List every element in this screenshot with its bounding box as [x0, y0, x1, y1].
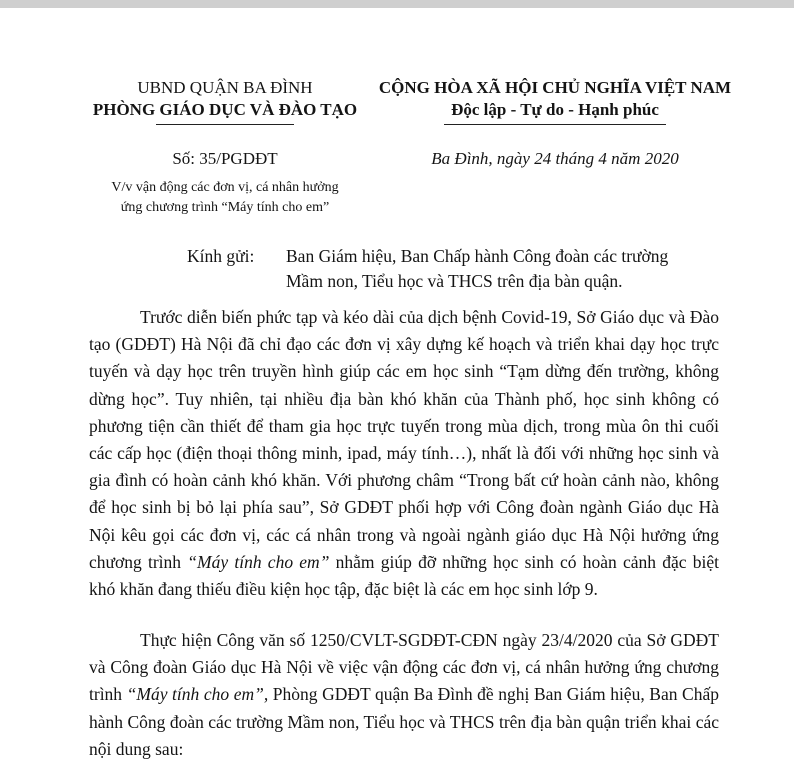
body-paragraph-2 [89, 627, 719, 763]
recipient-line-1: Ban Giám hiệu, Ban Chấp hành Công đoàn các trường [286, 246, 669, 266]
p2-text-b: Phòng GDĐT quận Ba Đình đề nghị Ban Giám hiệu, Ban Chấp hành Công đoàn các trường Mầm non, Tiểu học và THCS trên địa bàn quận triển khai các nội dung sau: [89, 684, 719, 759]
document-date: Ba Đình, ngày 24 tháng 4 năm 2020 [431, 149, 679, 168]
issuer-header [60, 77, 390, 125]
motto: Độc lập - Tự do - Hạnh phúc [451, 100, 659, 119]
body-paragraph-1 [89, 304, 719, 603]
document-number: Số: 35/PGDĐT [172, 149, 278, 168]
motto-underline [444, 124, 666, 125]
document-subject [60, 178, 390, 218]
window-top-strip [0, 0, 794, 8]
recipient-label: Kính gửi: [187, 246, 255, 266]
district-name: UBND QUẬN BA ĐÌNH [137, 78, 313, 97]
national-header [365, 77, 745, 125]
recipient-text [286, 244, 726, 294]
country-name: CỘNG HÒA XÃ HỘI CHỦ NGHĨA VIỆT NAM [378, 78, 732, 97]
issuer-underline [156, 124, 294, 125]
recipient-line-2: Mầm non, Tiểu học và THCS trên địa bàn quận. [286, 271, 623, 291]
subject-line-2: ứng chương trình “Máy tính cho em” [120, 200, 330, 215]
subject-line-1: V/v vận động các đơn vị, cá nhân hưởng [111, 180, 339, 195]
p1-text-b: nhằm giúp đỡ những học sinh có hoàn cảnh đặc biệt khó khăn đang thiếu điều kiện học tập, đặc biệt là các em học sinh lớp 9. [89, 551, 719, 600]
p2-text-a: Thực hiện Công văn số 1250/CVLT-SGDĐT-CĐN ngày 23/4/2020 của Sở GDĐT và Công đoàn Giáo dục Hà Nội về việc vận động các đơn vị, cá nhân hưởng ứng chương trình [89, 630, 719, 705]
p1-text-a: Trước diễn biến phức tạp và kéo dài của dịch bệnh Covid-19, Sở Giáo dục và Đào tạo (GDĐT) Hà Nội đã chỉ đạo các đơn vị xây dựng kế hoạch và triển khai dạy học trực tuyến và dạy học trên truyền hình giúp các em học sinh “Tạm dừng đến trường, không dừng học”. Tuy nhiên, tại nhiều địa bàn khó khăn của Thành phố, học sinh không có phương tiện cần thiết để tham gia học trực tuyến trong mùa dịch, trong mùa ôn thi cuối các cấp học (điện thoại thông minh, ipad, máy tính…), nhất là đối với những học sinh và gia đình có hoàn cảnh khó khăn. Với phương châm “Trong bất cứ hoàn cảnh nào, không để học sinh bị bỏ lại phía sau”, Sở GDĐT phối hợp với Công đoàn ngành Giáo dục Hà Nội kêu gọi các đơn vị, các cá nhân trong và ngoài ngành giáo dục Hà Nội hưởng ứng chương trình [89, 307, 719, 572]
department-name: PHÒNG GIÁO DỤC VÀ ĐÀO TẠO [92, 100, 358, 119]
p1-program-name: “Máy tính cho em” [187, 551, 330, 572]
p2-program-name: “Máy tính cho em”, [126, 684, 269, 705]
